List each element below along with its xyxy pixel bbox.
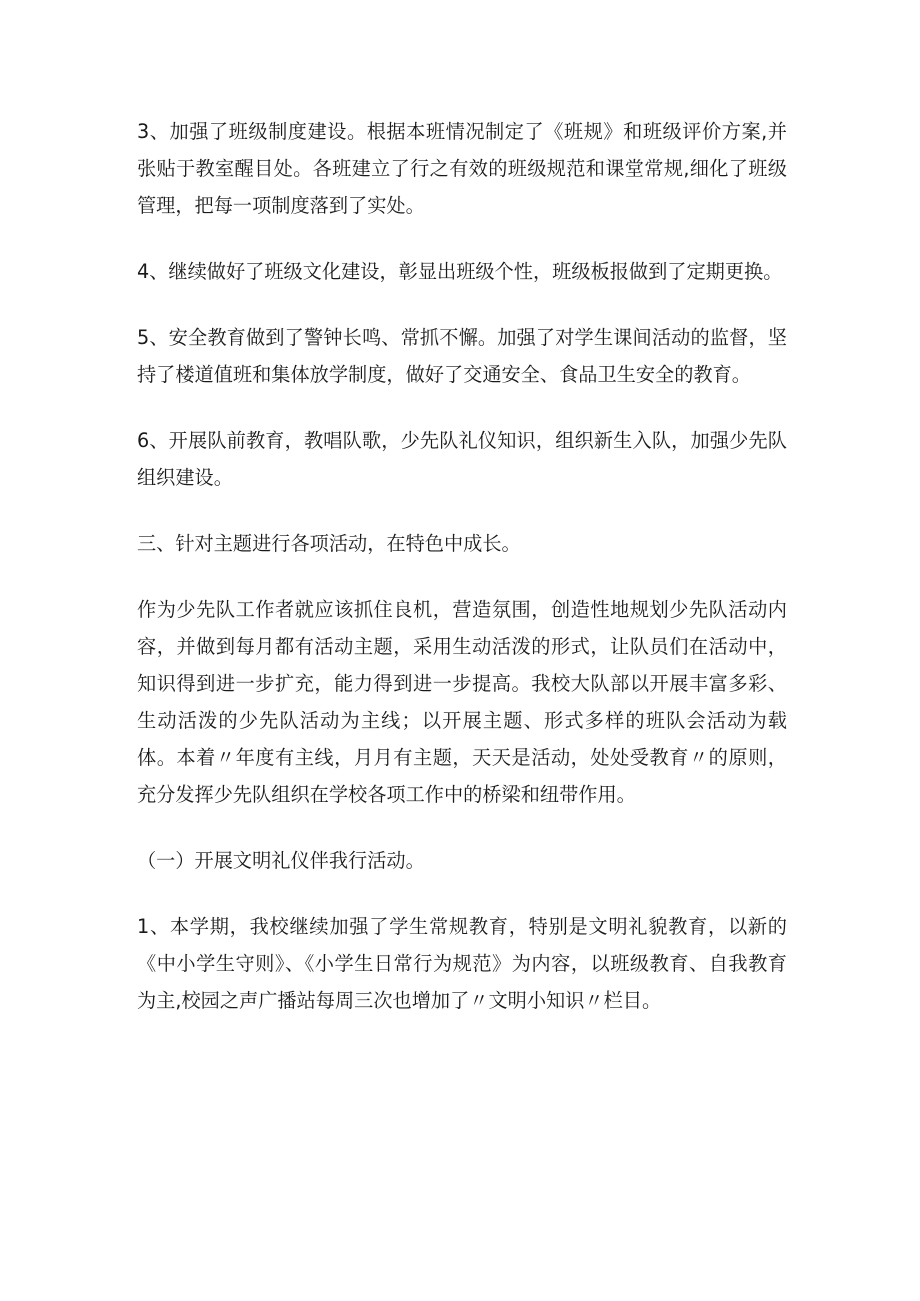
paragraph-class-culture: 4、继续做好了班级文化建设，彰显出班级个性，班级板报做到了定期更换。	[137, 260, 783, 283]
subsection-heading-etiquette: （一）开展文明礼仪伴我行活动。	[137, 849, 425, 872]
document-body	[137, 113, 787, 1019]
paragraph-class-rules: 3、加强了班级制度建设。根据本班情况制定了《班规》和班级评价方案,并张贴于教室醒目处。各班建立了行之有效的班级规范和课堂常规,细化了班级管理，把每一项制度落到了实处。	[137, 120, 787, 217]
paragraph-routine-education: 1、本学期，我校继续加强了学生常规教育，特别是文明礼貌教育，以新的《中小学生守则》、《小学生日常行为规范》为内容，以班级教育、自我教育为主,校园之声广播站每周三次也增加了〃文明小知识〃栏目。	[137, 915, 787, 1012]
paragraph-pre-team-education: 6、开展队前教育，教唱队歌，少先队礼仪知识，组织新生入队，加强少先队组织建设。	[137, 429, 787, 489]
section-heading-themed-activities: 三、针对主题进行各项活动，在特色中成长。	[137, 532, 521, 555]
paragraph-young-pioneers-work: 作为少先队工作者就应该抓住良机，营造氛围，创造性地规划少先队活动内容，并做到每月都有活动主题，采用生动活泼的形式，让队员们在活动中，知识得到进一步扩充，能力得到进一步提高。我校大队部以开展丰富多彩、生动活泼的少先队活动为主线；以开展主题、形式多样的班队会活动为载体。本着〃年度有主线，月月有主题，天天是活动，处处受教育〃的原则，充分发挥少先队组织在学校各项工作中的桥梁和纽带作用。	[137, 598, 787, 806]
paragraph-safety-education: 5、安全教育做到了警钟长鸣、常抓不懈。加强了对学生课间活动的监督，坚持了楼道值班和集体放学制度，做好了交通安全、食品卫生安全的教育。	[137, 326, 787, 386]
